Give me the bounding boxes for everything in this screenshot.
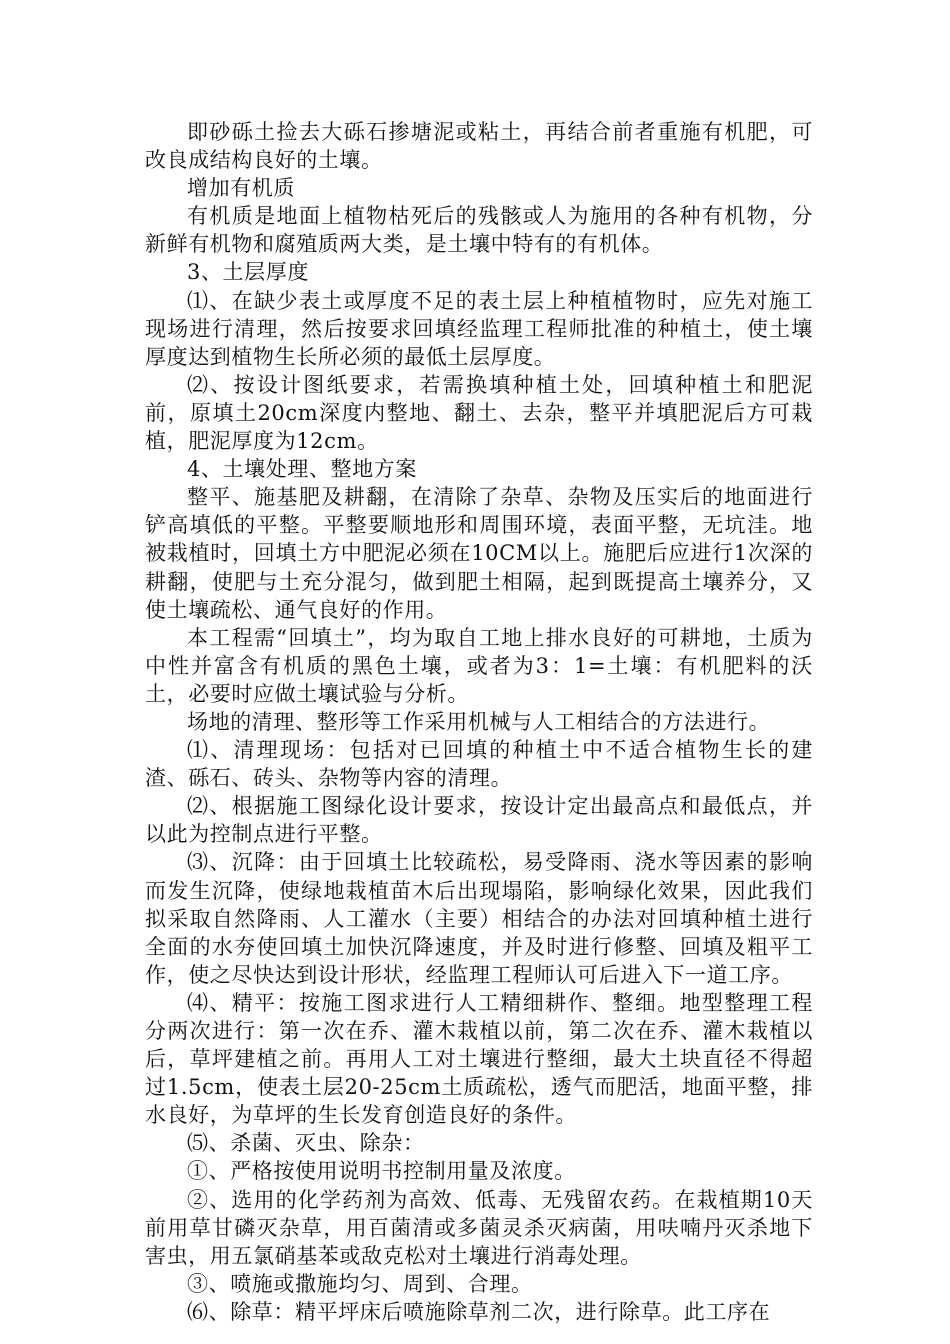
- heading-soil-treatment: 4、土壤处理、整地方案: [187, 457, 417, 482]
- paragraph-weeding: ⑹、除草：精平坪床后喷施除草剂二次，进行除草。此工序在: [187, 1299, 771, 1324]
- paragraph-organic-matter: 有机质是地面上植物枯死后的残骸或人为施用的各种有机物，分新鲜有机物和腐殖质两大类，是土壤中特有的有机体。: [145, 204, 813, 257]
- paragraph-fine-leveling: ⑷、精平：按施工图求进行人工精细耕作、整细。地型整理工程分两次进行：第一次在乔、灌木栽植以前，第二次在乔、灌木栽植以后，草坪建植之前。再用人工对土壤进行整细，最大土块直径不得超过1.5cm，使表土层20-25cm土质疏松，透气而肥活，地面平整，排水良好，为草坪的生长发育创造良好的条件。: [145, 990, 813, 1128]
- paragraph-spraying: ③、喷施或撒施均匀、周到、合理。: [187, 1271, 533, 1296]
- paragraph-clean-site: ⑴、清理现场：包括对已回填的种植土中不适合植物生长的建渣、砾石、砖头、杂物等内容的清理。: [145, 738, 813, 791]
- paragraph-site-clearing: 场地的清理、整形等工作采用机械与人工相结合的方法进行。: [187, 709, 771, 734]
- paragraph-soil-improvement: 即砂砾土捡去大砾石掺塘泥或粘土，再结合前者重施有机肥，可改良成结构良好的土壤。: [145, 120, 813, 173]
- paragraph-leveling: 整平、施基肥及耕翻，在清除了杂草、杂物及压实后的地面进行铲高填低的平整。平整要顺地形和周围环境，表面平整，无坑洼。地被栽植时，回填土方中肥泥必须在10CM以上。施肥后应进行1次深的耕翻，使肥与土充分混匀，做到肥土相隔，起到既提高土壤养分，又使土壤疏松、通气良好的作用。: [145, 485, 813, 622]
- heading-add-organic-matter: 增加有机质: [187, 176, 295, 201]
- paragraph-chemicals: ②、选用的化学药剂为高效、低毒、无残留农药。在栽植期10天前用草甘磷灭杂草，用百菌清或多菌灵杀灭病菌，用呋喃丹灭杀地下害虫，用五氯硝基苯或敌克松对土壤进行消毒处理。: [145, 1187, 813, 1268]
- document-page: [145, 118, 813, 1326]
- heading-soil-thickness: 3、土层厚度: [187, 260, 309, 285]
- paragraph-thickness-1: ⑴、在缺少表土或厚度不足的表土层上种植植物时，应先对施工现场进行清理，然后按要求回填经监理工程师批准的种植土，使土壤厚度达到植物生长所必须的最低土层厚度。: [145, 288, 813, 369]
- paragraph-thickness-2: ⑵、按设计图纸要求，若需换填种植土处，回填种植土和肥泥前，原填土20cm深度内整地、翻土、去杂，整平并填肥泥后方可栽植，肥泥厚度为12cm。: [145, 372, 813, 454]
- paragraph-settlement: ⑶、沉降：由于回填土比较疏松，易受降雨、浇水等因素的影响而发生沉降，使绿地栽植苗木后出现塌陷，影响绿化效果，因此我们拟采取自然降雨、人工灌水（主要）相结合的办法对回填种植土进行全面的水夯使回填土加快沉降速度，并及时进行修整、回填及粗平工作，使之尽快达到设计形状，经监理工程师认可后进入下一道工序。: [145, 850, 813, 987]
- paragraph-dosage: ①、严格按使用说明书控制用量及浓度。: [187, 1159, 576, 1184]
- heading-sterilization: ⑸、杀菌、灭虫、除杂：: [187, 1131, 425, 1156]
- paragraph-design-grading: ⑵、根据施工图绿化设计要求，按设计定出最高点和最低点，并以此为控制点进行平整。: [145, 794, 813, 847]
- paragraph-backfill: 本工程需“回填土”，均为取自工地上排水良好的可耕地，土质为中性并富含有机质的黑色土壤，或者为3：1=土壤：有机肥料的沃土，必要时应做土壤试验与分析。: [145, 625, 813, 706]
